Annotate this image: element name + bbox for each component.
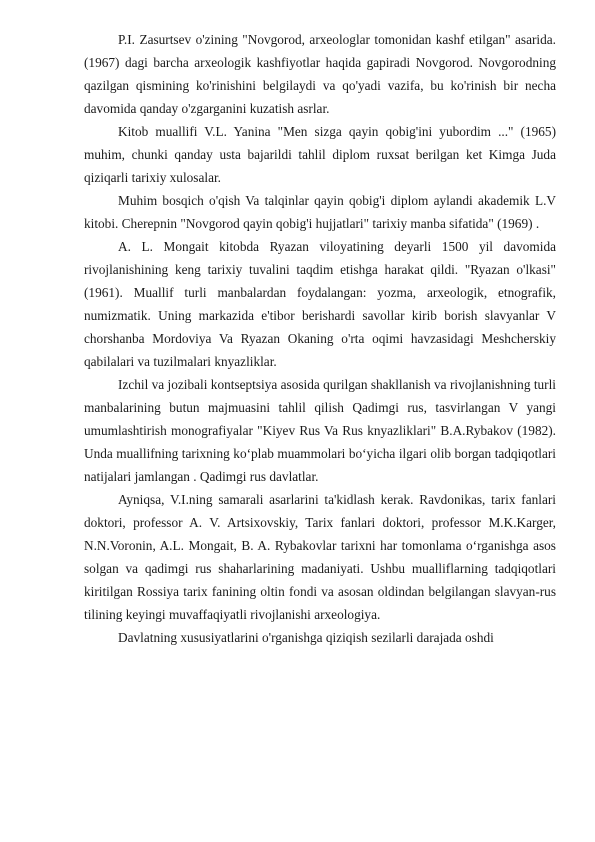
paragraph-ravdonikas: Ayniqsa, V.I.ning samarali asarlarini ta'kidlash kerak. Ravdonikas, tarix fanlari doktori, professor A. V. Artsixovskiy, Tarix fanlari doktori, professor M.K.Karger, N.N.Voronin, A.L. Mongait, B. A. Rybakovlar tarixni har tomonlama o‘rganishga asos solgan va qadimgi rus shaharlarining madaniyati. Ushbu mualliflarning tadqiqotlari kiritilgan Rossiya tarix fanining oltin fondi va asosan oldindan belgilangan slavyan-rus tilining keyingi muvaffaqiyatli rivojlanishi arxeologiya. <box>84 492 556 622</box>
document-page <box>84 28 556 649</box>
paragraph-mongait: A. L. Mongait kitobda Ryazan viloyatining deyarli 1500 yil davomida rivojlanishining keng tarixiy tuvalini taqdim etishga harakat qildi. "Ryazan o'lkasi" (1961). Muallif turli manbalardan foydalangan: yozma, arxeologik, etnografik, numizmatik. Uning markazida e'tibor berishardi savollar kirib borish slavyanlar V chorshanba Mordoviya Va Ryazan Okaning o'rta oqimi havzasidagi Meshcherskiy qabilalari va tuzilmalari knyazliklar. <box>84 239 556 369</box>
paragraph-davlatning: Davlatning xususiyatlarini o'rganishga qiziqish sezilarli darajada oshdi <box>118 630 494 645</box>
paragraph-cherepnin: Muhim bosqich o'qish Va talqinlar qayin qobig'i diplom aylandi akademik L.V kitobi. Cherepnin "Novgorod qayin qobig'i hujjatlari" tarixiy manba sifatida" (1969) . <box>84 193 556 231</box>
paragraph-yanina: Kitob muallifi V.L. Yanina "Men sizga qayin qobig'ini yubordim ..." (1965) muhim, chunki qanday usta bajarildi tahlil diplom ruxsat berilgan ket Kimga Juda qiziqarli tarixiy xulosalar. <box>84 124 556 185</box>
paragraph-zasurtsev: P.I. Zasurtsev o'zining "Novgorod, arxeologlar tomonidan kashf etilgan" asarida. (1967) dagi barcha arxeologik kashfiyotlar haqida gapiradi Novgorod. Novgorodning qazilgan qismining ko'rinishini belgilaydi va qo'yadi vazifa, bu ko'rinish bir necha davomida qanday o'zgarganini kuzatish asrlar. <box>84 32 556 116</box>
paragraph-rybakov: Izchil va jozibali kontseptsiya asosida qurilgan shakllanish va rivojlanishning turli manbalarining butun majmuasini tahlil qilish Qadimgi rus, tasvirlangan V yangi umumlashtirish monografiyalar "Kiyev Rus Va Rus knyazliklari" B.A.Rybakov (1982). Unda muallifning tarixning ko‘plab muammolari bo‘yicha ilgari olib borgan tadqiqotlari natijalari jamlangan . Qadimgi rus davlatlar. <box>84 377 556 484</box>
